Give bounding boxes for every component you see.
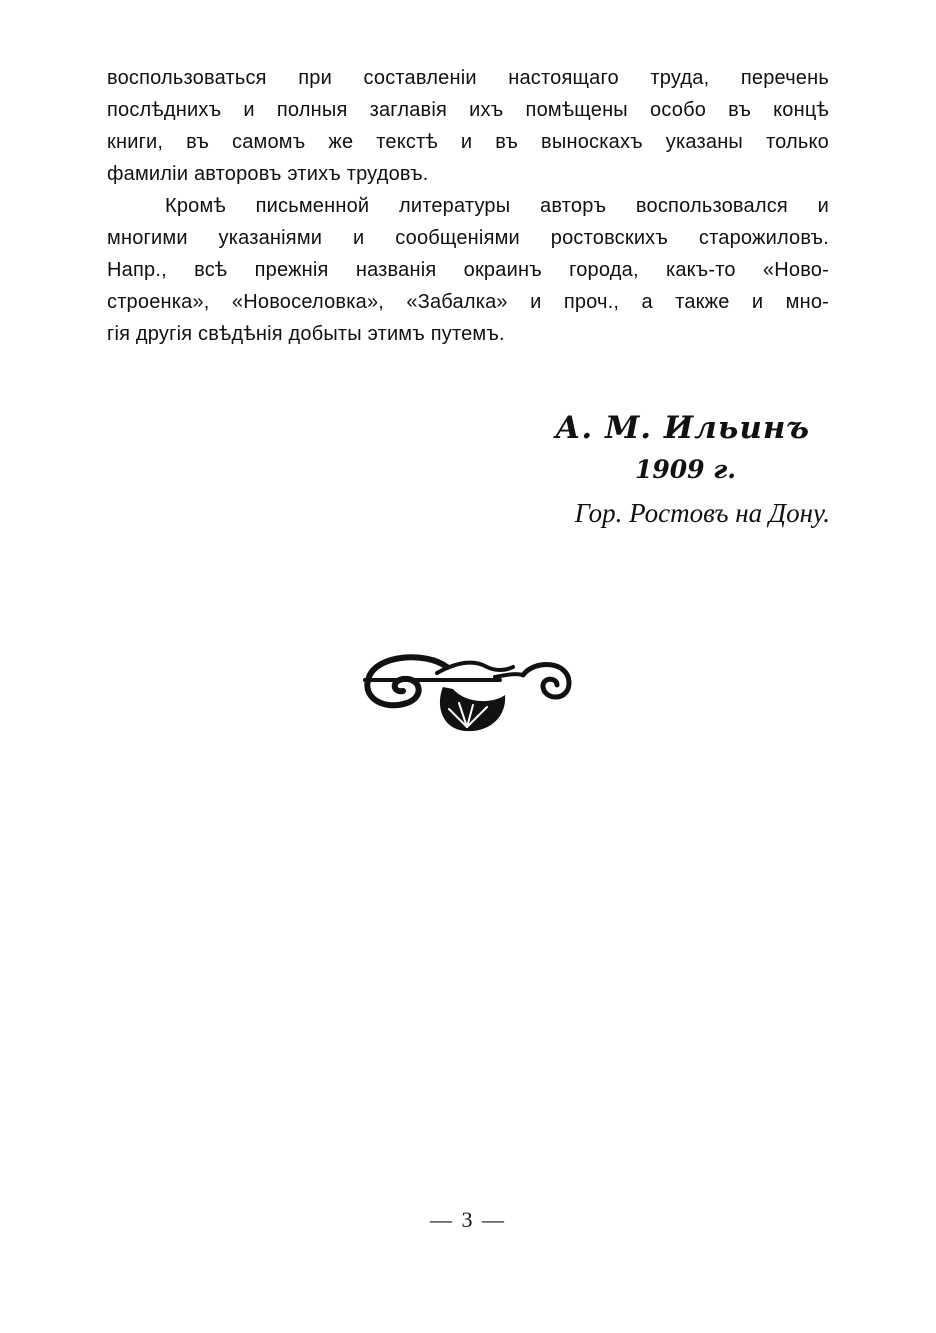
body-text (107, 62, 829, 350)
author-signature (460, 405, 830, 537)
text-line: книги, въ самомъ же текстѣ и въ выноскахъ указаны только (107, 131, 829, 153)
author-name: А. М. Ильинъ (555, 410, 810, 446)
text-line: воспользоваться при составленіи настоящаго труда, перечень (107, 67, 829, 89)
text-line: Напр., всѣ прежнія названія окраинъ города, какъ-то «Ново- (107, 259, 829, 281)
text-line: послѣднихъ и полныя заглавія ихъ помѣщены особо въ концѣ (107, 99, 829, 121)
text-line: фамиліи авторовъ этихъ трудовъ. (107, 163, 429, 185)
signature-place: Гор. Ростовъ на Дону. (574, 498, 830, 528)
text-line: Кромѣ письменной литературы авторъ воспользовался и (165, 195, 829, 217)
floral-vignette-icon (355, 645, 585, 740)
page-number: — 3 — (430, 1207, 506, 1232)
signature-year: 1909 г. (634, 455, 736, 484)
text-line: многими указаніями и сообщеніями ростовскихъ старожиловъ. (107, 227, 829, 249)
text-line: строенка», «Новоселовка», «Забалка» и проч., а также и мно- (107, 291, 829, 313)
text-line: гія другія свѣдѣнія добыты этимъ путемъ. (107, 323, 505, 345)
